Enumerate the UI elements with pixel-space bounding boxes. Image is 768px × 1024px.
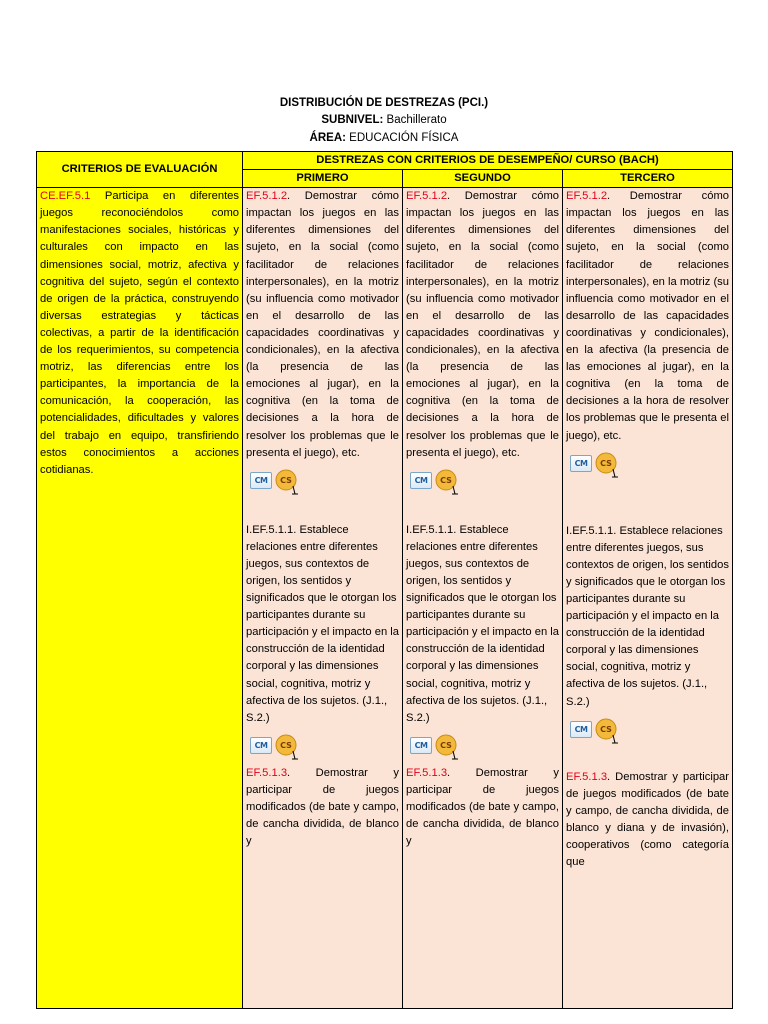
header-row-1 — [37, 152, 733, 170]
cs-icon — [434, 731, 460, 761]
destreza-text: . Demostrar cómo impactan los juegos en las diferentes dimensiones del sujeto, en la social (como facilitador de relaciones interpersonales), en la motriz (su influencia como motivador en el desarrollo de las capacidades coordinativas y condicionales), en la afectiva (la presencia de las emociones al jugar), en la cognitiva (en la toma de decisiones a la hora de resolver los problemas que le presenta el juego), etc. — [406, 190, 559, 459]
destreza-513-primero — [246, 765, 399, 850]
icons-group — [410, 731, 559, 761]
cs-icon — [594, 715, 620, 745]
icons-group — [570, 715, 729, 745]
destreza-text: . Demostrar y participar de juegos modificados (de bate y campo, de cancha dividida, de blanco y — [246, 766, 399, 848]
svg-text:CS: CS — [600, 724, 612, 734]
cm-icon: CM — [250, 737, 272, 754]
doc-title: DISTRIBUCIÓN DE DESTREZAS (PCI.) — [279, 97, 489, 109]
destreza-513-tercero — [566, 769, 729, 872]
destreza-text: . Demostrar y participar de juegos modificados (de bate y campo, de cancha dividida, de blanco y diana y de invasión), cooperativos (como categoría que — [566, 770, 729, 869]
tercero-cell — [563, 188, 733, 1009]
destreza-code: EF.5.1.3 — [406, 766, 448, 779]
area-line: ÁREA: EDUCACIÓN FÍSICA — [309, 132, 459, 144]
subnivel-line: SUBNIVEL: Bachillerato — [321, 114, 447, 126]
svg-text:CS: CS — [280, 475, 292, 485]
destreza-code: EF.5.1.2 — [246, 190, 288, 203]
cm-icon: CM — [410, 472, 432, 489]
destreza-512-segundo — [406, 188, 559, 462]
cm-icon: CM — [410, 737, 432, 754]
svg-text:CS: CS — [280, 740, 292, 750]
destreza-code: EF.5.1.2 — [566, 190, 608, 203]
destreza-text: . Demostrar y participar de juegos modificados (de bate y campo, de cancha dividida, de blanco y — [406, 766, 559, 848]
criterios-header: CRITERIOS DE EVALUACIÓN — [37, 152, 243, 188]
indicador-segundo: I.EF.5.1.1. Establece relaciones entre diferentes juegos, sus contextos de origen, los sentidos y significados que le otorgan los participantes durante su participación y el impacto en la construcción de la identidad corporal y las dimensiones social, cognitiva, motriz y afectiva de los sujetos. (J.1., S.2.) — [406, 523, 559, 724]
criterio-description: Participa en diferentes juegos reconociéndolos como manifestaciones sociales, históricas y culturales con impacto en las dimensiones social, motriz, afectiva y cognitiva del sujeto, según el contexto de origen de la práctica, construyendo diversas estrategias y tácticas colectivas, a partir de la identificación de los requerimientos, su competencia motriz, las diferencias entre los participantes, la importancia de la comunicación, la cooperación, las potencialidades, dificultades y valores del trabajo en equipo, transfiriendo estos conocimientos a acciones cotidianas. — [40, 190, 239, 476]
course-segundo: SEGUNDO — [403, 170, 563, 188]
cm-icon: CM — [570, 455, 592, 472]
destreza-code: EF.5.1.3 — [246, 766, 288, 779]
course-primero: PRIMERO — [243, 170, 403, 188]
icons-group — [250, 466, 399, 496]
criterio-code: CE.EF.5.1 — [40, 190, 91, 203]
svg-text:CS: CS — [440, 475, 452, 485]
destreza-512-tercero — [566, 188, 729, 444]
cm-icon: CM — [570, 721, 592, 738]
destreza-text: . Demostrar cómo impactan los juegos en las diferentes dimensiones del sujeto, en la social (como facilitador de relaciones interpersonales), en la motriz (su influencia como motivador en el desarrollo de las capacidades coordinativas y condicionales), en la afectiva (la presencia de las emociones al jugar), en la cognitiva (en la toma de decisiones a la hora de resolver los problemas que le presenta el juego), etc. — [246, 190, 399, 459]
segundo-cell — [403, 188, 563, 1009]
cs-icon — [274, 731, 300, 761]
destreza-513-segundo — [406, 765, 559, 850]
course-tercero: TERCERO — [563, 170, 733, 188]
criterio-text — [40, 188, 239, 479]
destrezas-header: DESTREZAS CON CRITERIOS DE DESEMPEÑO/ CURSO (BACH) — [243, 152, 733, 170]
destrezas-table — [36, 151, 733, 1009]
icons-group — [410, 466, 559, 496]
indicador-primero: I.EF.5.1.1. Establece relaciones entre diferentes juegos, sus contextos de origen, los sentidos y significados que le otorgan los participantes durante su participación y el impacto en la construcción de la identidad corporal y las dimensiones social, cognitiva, motriz y afectiva de los sujetos. (J.1., S.2.) — [246, 523, 399, 724]
destreza-512-primero — [246, 188, 399, 462]
svg-text:CS: CS — [440, 740, 452, 750]
svg-text:CS: CS — [600, 458, 612, 468]
cm-icon: CM — [250, 472, 272, 489]
cs-icon — [434, 466, 460, 496]
body-row — [37, 188, 733, 1009]
destreza-code: EF.5.1.2 — [406, 190, 448, 203]
cs-icon — [274, 466, 300, 496]
icons-group — [570, 449, 729, 479]
destreza-text: . Demostrar cómo impactan los juegos en las diferentes dimensiones del sujeto, en la social (como facilitador de relaciones interpersonales), en la motriz (su influencia como motivador en el desarrollo de las capacidades coordinativas y condicionales), en la afectiva (la presencia de las emociones al jugar), en la cognitiva (en la toma de decisiones a la hora de resolver los problemas que le presenta el juego), etc. — [566, 190, 729, 442]
indicador-tercero: I.EF.5.1.1. Establece relaciones entre diferentes juegos, sus contextos de origen, los sentidos y significados que le otorgan los participantes durante su participación y el impacto en la construcción de la identidad corporal y las dimensiones social, cognitiva, motriz y afectiva de los sujetos. (J.1., S.2.) — [566, 524, 729, 708]
icons-group — [250, 731, 399, 761]
criterio-cell — [37, 188, 243, 1009]
destreza-code: EF.5.1.3 — [566, 770, 608, 783]
cs-icon — [594, 449, 620, 479]
primero-cell — [243, 188, 403, 1009]
